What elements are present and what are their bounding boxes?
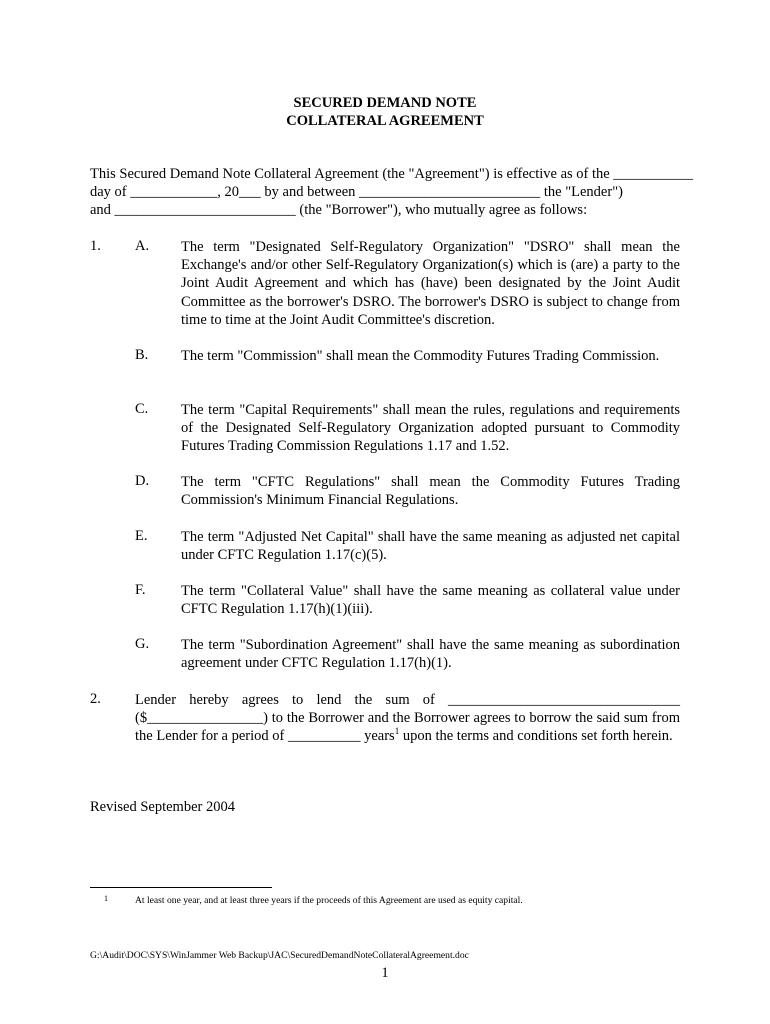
document-title-line1: SECURED DEMAND NOTE — [293, 95, 477, 111]
item-letter: G. — [135, 636, 150, 652]
footnote-mark: 1 — [104, 894, 108, 903]
revision-note: Revised September 2004 — [90, 799, 235, 815]
section-1-number: 1. — [90, 238, 101, 254]
item-letter: F. — [135, 582, 146, 598]
definition-subordination-agreement: The term "Subordination Agreement" shall have the same meaning as subordination agreement under CFTC Regulation 1.17(h)(1). — [181, 637, 680, 672]
page-number: 1 — [381, 965, 389, 981]
intro-line-3: and _________________________ (the "Borrower"), who mutually agree as follows: — [90, 202, 588, 218]
footnote-divider — [90, 887, 272, 888]
definition-adjusted-net-capital: The term "Adjusted Net Capital" shall have the same meaning as adjusted net capital under CFTC Regulation 1.17(c)(5). — [181, 529, 680, 564]
file-path: G:\Audit\DOC\SYS\WinJammer Web Backup\JAC\SecuredDemandNoteCollateralAgreement.doc — [90, 950, 469, 961]
definition-capital-requirements: The term "Capital Requirements" shall mean the rules, regulations and requirements of the Designated Self-Regulatory Organization adopted pursuant to Commodity Futures Trading Commission Regulations 1.17 and 1.52. — [181, 402, 680, 455]
definition-dsro: The term "Designated Self-Regulatory Organization" "DSRO" shall mean the Exchange's and/or other Self-Regulatory Organization(s) which is (are) a party to the Joint Audit Agreement and which has (have) been designated by the Joint Audit Committee as the borrower's DSRO. The borrower's DSRO is subject to change from time to time at the Joint Audit Committee's discretion. — [181, 239, 680, 328]
section-2-text-end: upon the terms and conditions set forth herein. — [399, 728, 673, 745]
item-letter: A. — [135, 238, 150, 254]
intro-line-1: This Secured Demand Note Collateral Agreement (the "Agreement") is effective as of the ___________ — [90, 166, 694, 182]
item-letter: E. — [135, 528, 148, 544]
footnote-text: At least one year, and at least three years if the proceeds of this Agreement are used as equity capital. — [135, 895, 523, 906]
item-letter: C. — [135, 401, 149, 417]
definition-cftc-regulations: The term "CFTC Regulations" shall mean the Commodity Futures Trading Commission's Minimum Financial Regulations. — [181, 474, 680, 509]
item-letter: D. — [135, 473, 150, 489]
document-title-line2: COLLATERAL AGREEMENT — [286, 113, 484, 129]
footnote-reference: 1 — [394, 726, 400, 737]
section-2-text: Lender hereby agrees to lend the sum of ________________________________ ($________________) to the Borrower and the Borrower agrees to borrow the said sum from the Lender for a period of __________ years — [135, 692, 680, 745]
section-2-paragraph — [135, 691, 680, 746]
definition-commission: The term "Commission" shall mean the Commodity Futures Trading Commission. — [181, 348, 660, 364]
intro-line-2: day of ____________, 20___ by and between _________________________ the "Lender") — [90, 184, 623, 200]
definition-collateral-value: The term "Collateral Value" shall have the same meaning as collateral value under CFTC Regulation 1.17(h)(1)(iii). — [181, 583, 680, 618]
section-2-number: 2. — [90, 691, 101, 707]
item-letter: B. — [135, 347, 149, 363]
